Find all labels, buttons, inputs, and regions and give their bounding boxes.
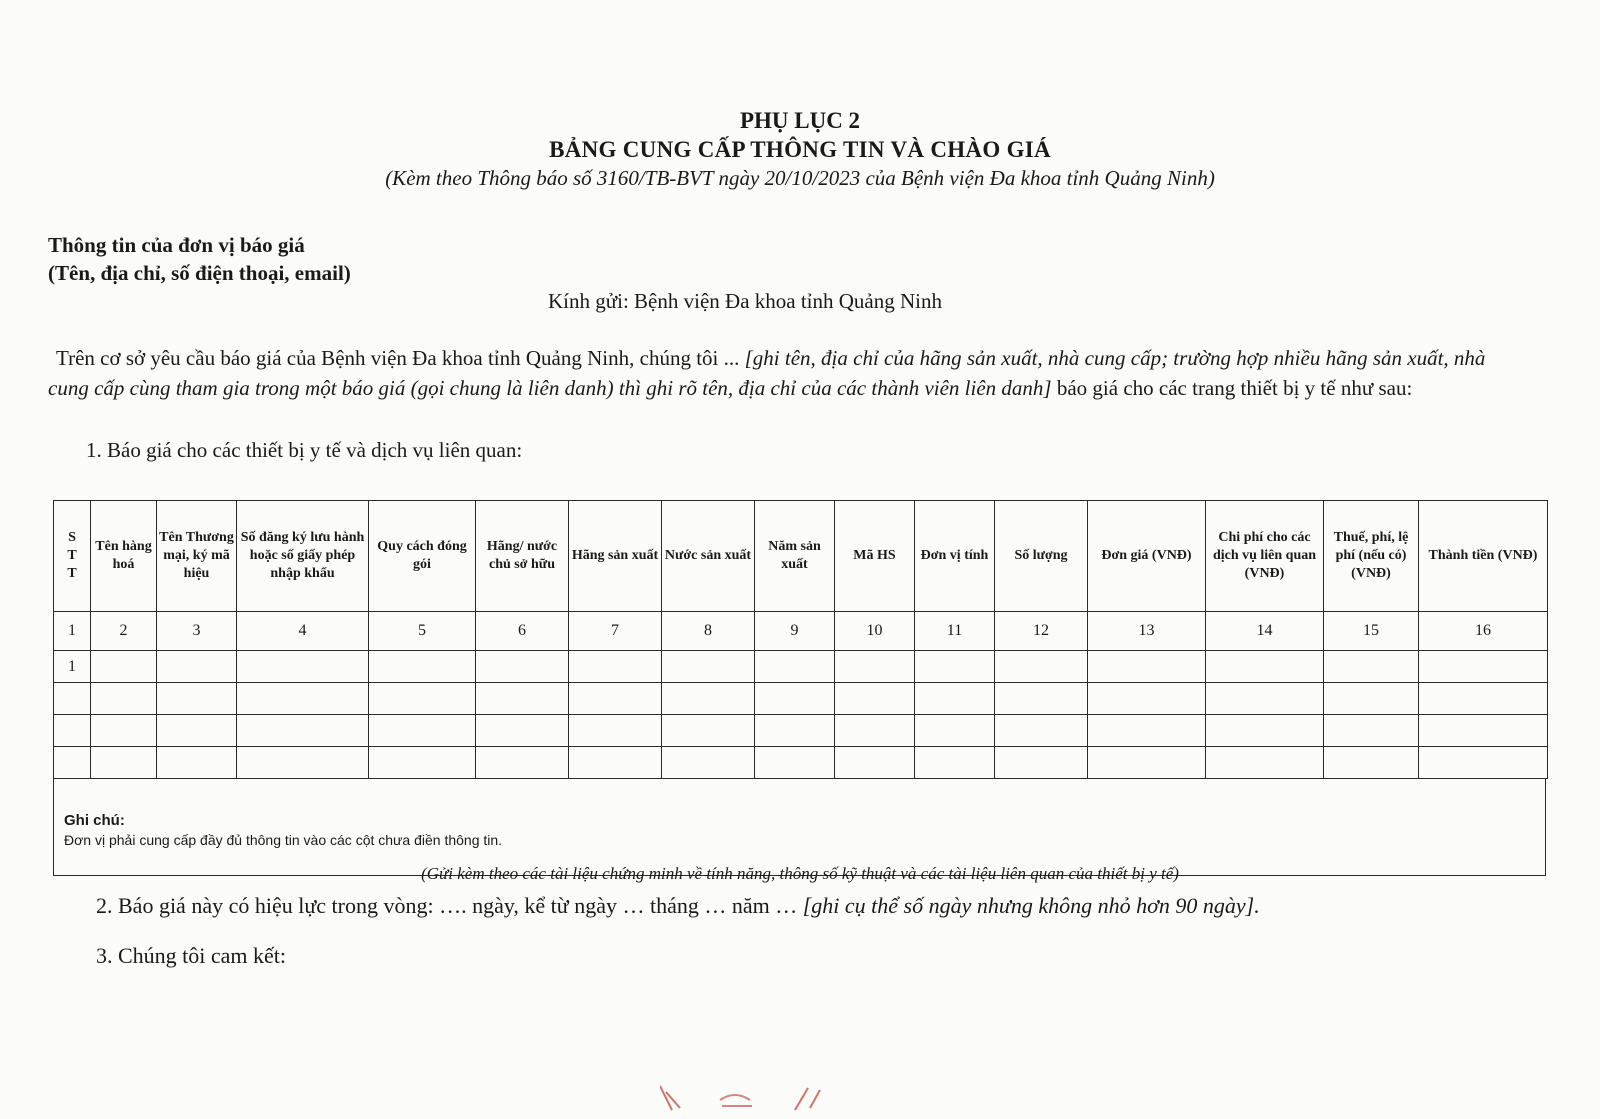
- col-header: Đơn vị tính: [915, 501, 995, 612]
- table-cell: [91, 651, 157, 683]
- table-cell: [1206, 651, 1324, 683]
- table-cell: [915, 747, 995, 779]
- table-cell: [569, 683, 662, 715]
- table-cell: [237, 747, 369, 779]
- col-header: Quy cách đóng gói: [369, 501, 476, 612]
- table-cell: [569, 747, 662, 779]
- col-header: Số lượng: [995, 501, 1088, 612]
- table-cell: [157, 683, 237, 715]
- table-cell: [157, 747, 237, 779]
- table-cell: [1419, 715, 1548, 747]
- column-number: 16: [1419, 612, 1548, 651]
- validity-text: 2. Báo giá này có hiệu lực trong vòng: …. ngày, kể từ ngày … tháng … năm …: [96, 893, 803, 918]
- note-text: Đơn vị phải cung cấp đầy đủ thông tin vào các cột chưa điền thông tin.: [64, 832, 503, 848]
- table-cell: [91, 683, 157, 715]
- table-cell: [1088, 683, 1206, 715]
- table-cell: [1419, 683, 1548, 715]
- intro-text-2: báo giá cho các trang thiết bị y tế như sau:: [1051, 376, 1413, 400]
- col-header: Chi phí cho các dịch vụ liên quan (VNĐ): [1206, 501, 1324, 612]
- column-number: 3: [157, 612, 237, 651]
- table-cell: [1088, 651, 1206, 683]
- table-cell: [569, 651, 662, 683]
- column-number: 7: [569, 612, 662, 651]
- table-cell: [755, 651, 835, 683]
- item-3-commitment: 3. Chúng tôi cam kết:: [96, 943, 287, 968]
- col-header: Tên hàng hoá: [91, 501, 157, 612]
- column-number: 5: [369, 612, 476, 651]
- unit-info-fields: (Tên, địa chỉ, số điện thoại, email): [48, 261, 351, 285]
- table-row: [54, 715, 1548, 747]
- table-cell: [915, 651, 995, 683]
- table-cell: [995, 715, 1088, 747]
- table-cell: [1206, 683, 1324, 715]
- table-cell: [1419, 747, 1548, 779]
- column-number: 2: [91, 612, 157, 651]
- table-cell: [369, 715, 476, 747]
- table-cell: [755, 747, 835, 779]
- intro-text-1: Trên cơ sở yêu cầu báo giá của Bệnh viện Đa khoa tỉnh Quảng Ninh, chúng tôi ...: [56, 346, 745, 370]
- col-header: Nước sản xuất: [662, 501, 755, 612]
- table-row: [54, 651, 1548, 683]
- table-cell: [662, 715, 755, 747]
- table-cell: [1324, 715, 1419, 747]
- item-1-heading: 1. Báo giá cho các thiết bị y tế và dịch vụ liên quan:: [86, 438, 523, 462]
- table-cell: [1324, 683, 1419, 715]
- column-number: 15: [1324, 612, 1419, 651]
- table-cell: [835, 715, 915, 747]
- col-header: Thuế, phí, lệ phí (nếu có) (VNĐ): [1324, 501, 1419, 612]
- table-cell: [995, 747, 1088, 779]
- table-cell: [369, 747, 476, 779]
- intro-paragraph: [48, 343, 1508, 403]
- column-number: 10: [835, 612, 915, 651]
- column-number: 1: [54, 612, 91, 651]
- col-header: Tên Thương mại, ký mã hiệu: [157, 501, 237, 612]
- table-cell: [476, 715, 569, 747]
- col-header: Mã HS: [835, 501, 915, 612]
- table-cell: [662, 747, 755, 779]
- table-cell: [1324, 747, 1419, 779]
- col-header: Số đăng ký lưu hành hoặc số giấy phép nhập khẩu: [237, 501, 369, 612]
- table-cell: [1088, 747, 1206, 779]
- table-cell: [1324, 651, 1419, 683]
- table-cell: [476, 683, 569, 715]
- column-number: 12: [995, 612, 1088, 651]
- table-cell: [915, 683, 995, 715]
- quote-table: [53, 500, 1548, 779]
- note-title: Ghi chú:: [64, 812, 125, 829]
- table-cell: [237, 651, 369, 683]
- table-cell: [995, 683, 1088, 715]
- table-cell: [1206, 715, 1324, 747]
- column-number: 11: [915, 612, 995, 651]
- table-cell: [369, 683, 476, 715]
- column-number: 13: [1088, 612, 1206, 651]
- item-2-validity: [96, 893, 1260, 919]
- addressee: Kính gửi: Bệnh viện Đa khoa tỉnh Quảng Ninh: [548, 289, 942, 313]
- column-number: 8: [662, 612, 755, 651]
- col-header: Thành tiền (VNĐ): [1419, 501, 1548, 612]
- column-number-row: [54, 612, 1548, 651]
- intro-hint: [ghi tên, địa chỉ của hãng sản xuất, nhà cung cấp; trường hợp nhiều hãng sản xuất, nhà cung cấp cùng tham gia trong một báo giá (gọi chung là liên danh) thì ghi rõ tên, địa chỉ của các thành viên liên danh]: [48, 346, 1486, 400]
- stamp-fragment-icon: [660, 1082, 830, 1112]
- column-number: 6: [476, 612, 569, 651]
- table-cell: [755, 683, 835, 715]
- table-cell: [91, 715, 157, 747]
- table-cell: [91, 747, 157, 779]
- table-notes: [53, 779, 1546, 876]
- validity-hint: [ghi cụ thể số ngày nhưng không nhỏ hơn 90 ngày].: [802, 893, 1260, 918]
- table-cell: [835, 651, 915, 683]
- column-number: 4: [237, 612, 369, 651]
- col-header: Năm sản xuất: [755, 501, 835, 612]
- table-cell: [662, 651, 755, 683]
- table-cell: [755, 715, 835, 747]
- table-cell: [157, 715, 237, 747]
- table-row: [54, 747, 1548, 779]
- table-cell: [915, 715, 995, 747]
- col-header: Đơn giá (VNĐ): [1088, 501, 1206, 612]
- table-cell: [995, 651, 1088, 683]
- table-cell: [662, 683, 755, 715]
- attachment-note: (Gửi kèm theo các tài liệu chứng minh về tính năng, thông số kỹ thuật và các tài liệu liên quan của thiết bị y tế): [421, 864, 1179, 883]
- table-cell: [835, 747, 915, 779]
- table-cell: [569, 715, 662, 747]
- appendix-title: PHỤ LỤC 2: [739, 108, 861, 133]
- table-cell: [54, 683, 91, 715]
- table-cell: [835, 683, 915, 715]
- col-header: Hãng/ nước chủ sở hữu: [476, 501, 569, 612]
- col-header: S T T: [54, 501, 91, 612]
- document-title: BẢNG CUNG CẤP THÔNG TIN VÀ CHÀO GIÁ: [549, 137, 1051, 162]
- table-cell: [1206, 747, 1324, 779]
- reference-line: (Kèm theo Thông báo số 3160/TB-BVT ngày 20/10/2023 của Bệnh viện Đa khoa tỉnh Quảng Ninh): [385, 166, 1215, 190]
- table-cell: [476, 651, 569, 683]
- table-cell: [369, 651, 476, 683]
- table-cell: [54, 747, 91, 779]
- table-cell: [1419, 651, 1548, 683]
- table-cell: [1088, 715, 1206, 747]
- table-row: [54, 683, 1548, 715]
- table-header-row: [54, 501, 1548, 612]
- table-cell: [157, 651, 237, 683]
- table-cell: [237, 715, 369, 747]
- table-cell: [237, 683, 369, 715]
- table-cell: 1: [54, 651, 91, 683]
- column-number: 9: [755, 612, 835, 651]
- table-cell: [54, 715, 91, 747]
- col-header: Hãng sản xuất: [569, 501, 662, 612]
- unit-info-label: Thông tin của đơn vị báo giá: [48, 233, 305, 257]
- table-cell: [476, 747, 569, 779]
- quote-table-wrapper: [53, 500, 1547, 876]
- column-number: 14: [1206, 612, 1324, 651]
